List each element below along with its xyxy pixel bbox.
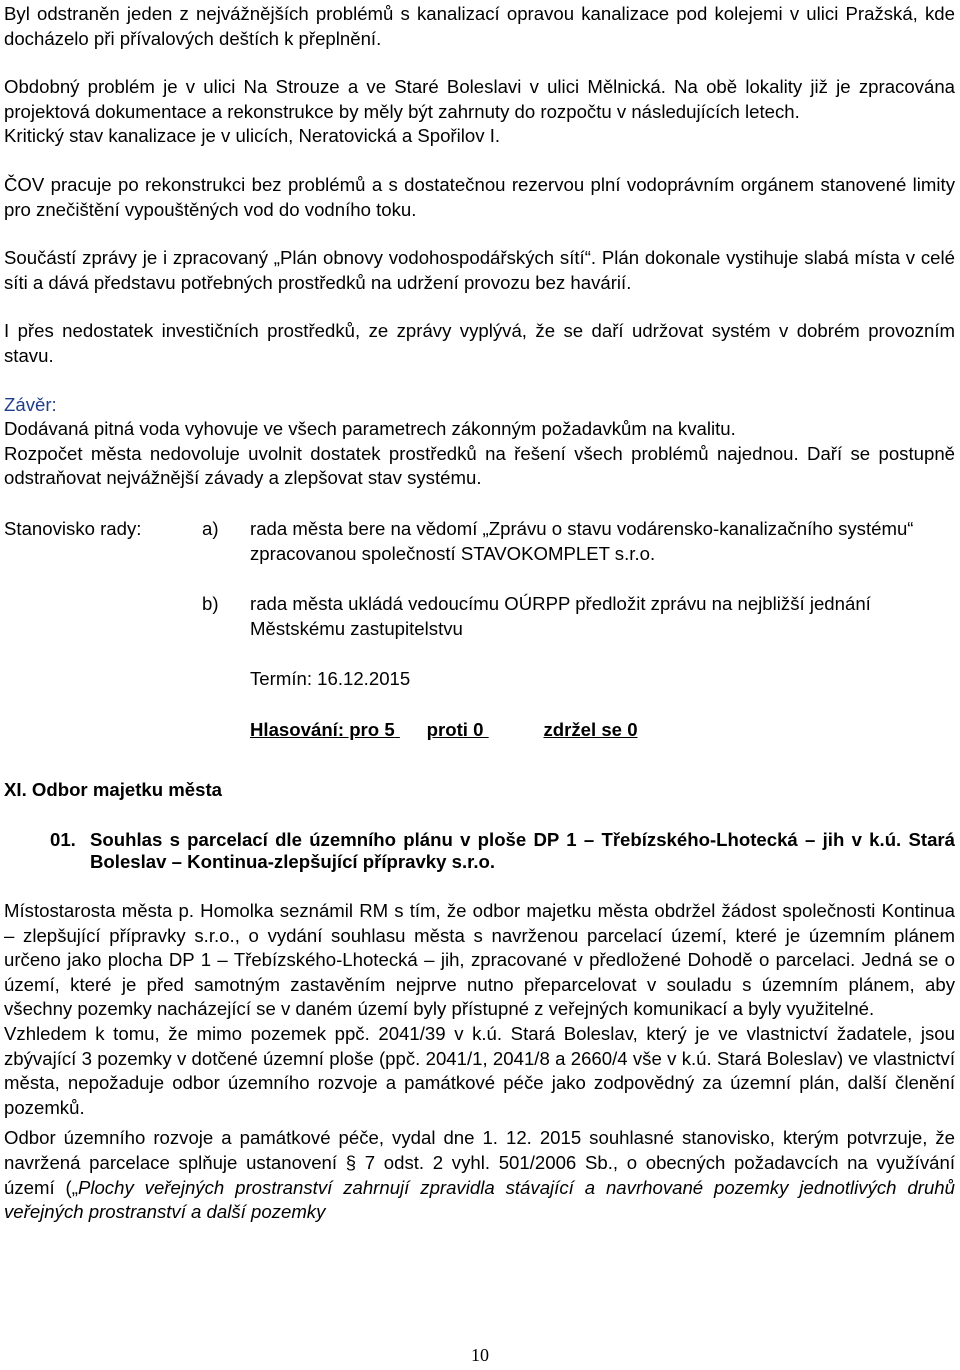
item-b-text: rada města ukládá vedoucímu OÚRPP předložit zprávu na nejbližší jednání Městskému zastupitelstvu [250,593,871,639]
conclusion-heading: Závěr: [4,393,57,415]
vote-against: proti 0 [426,718,484,740]
subsection-number: 01. [50,829,76,851]
body-paragraph-3-text: Odbor územního rozvoje a památkové péče, vydal dne 1. 12. 2015 souhlasné stanovisko, kterým potvrzuje, že navržená parcelace splňuje ustanovení § 7 odst. 2 vyhl. 501/2006 Sb., o obecných požadavcích na využívání území („ [4,1127,955,1198]
subsection-title: Souhlas s parcelací dle územního plánu v ploše DP 1 – Třebízského-Lhotecká – jih v k.ú. Stará Boleslav – Kontinua-zlepšující přípravky s.r.o. [90,829,955,873]
vote-result [250,718,955,743]
section-title: XI. Odbor majetku města [4,779,223,801]
item-b-marker: b) [202,593,219,615]
paragraph-sewer-fix: Byl odstraněn jeden z nejvážnějších problémů s kanalizací opravou kanalizace pod kolejemi v ulici Pražská, kde docházelo při přívalových deštích k přeplnění. [4,3,955,49]
paragraph-critical-state: Kritický stav kanalizace je v ulicích, Neratovická a Spořilov I. [4,125,501,147]
paragraph-cov: ČOV pracuje po rekonstrukci bez problémů a s dostatečnou rezervou plní vodoprávním orgánem stanovené limity pro znečištění vypouštěných vod do vodního toku. [4,173,955,220]
paragraph-investment: I přes nedostatek investičních prostředků, ze zprávy vyplývá, že se daří udržovat systém v dobrém provozním stavu. [4,320,955,366]
item-a-text: rada města bere na vědomí „Zprávu o stavu vodárensko-kanalizačního systému“ zpracovanou společností STAVOKOMPLET s.r.o. [250,517,914,564]
paragraph-similar-problem: Obdobný problém je v ulici Na Strouze a ve Staré Boleslavi v ulici Mělnická. Na obě lokality již je zpracována projektová dokumentace a rekonstrukce by měly být zahrnuty do rozpočtu v následujících letech. [4,76,955,122]
body-paragraph-3 [4,1126,955,1224]
body-paragraph-1: Místostarosta města p. Homolka seznámil RM s tím, že odbor majetku města obdržel žádost společnosti Kontinua – zlepšující přípravky s.r.o., o vydání souhlasu města s navrženou parcelací území, které je územním plánem určeno jako plocha DP 1 – Třebízského-Lhotecká – jih, zpracované v předložené Dohodě o parcelaci. Jedná se o území, které je před samotným zastavěním nejprve nutno přeparcelovat v souladu s územním plánem, aby všechny pozemky nacházející se v daném území byly přístupné z veřejných komunikací a byly využitelné. [4,900,955,1020]
conclusion-line-1: Dodávaná pitná voda vyhovuje ve všech parametrech zákonným požadavkům na kvalitu. [4,418,736,440]
paragraph-plan: Součástí zprávy je i zpracovaný „Plán obnovy vodohospodářských sítí“. Plán dokonale vystihuje slabá místa v celé síti a dává představu potřebných prostředků na udržení provozu bez havárií. [4,247,955,293]
conclusion-line-2: Rozpočet města nedovoluje uvolnit dostatek prostředků na řešení všech problémů najednou. Daří se postupně odstraňovat nejvážnější závady a zlepšovat stav systému. [4,442,955,489]
council-statement [4,517,955,566]
council-statement-b [4,592,955,641]
page-number: 10 [471,1345,489,1365]
vote-for: Hlasování: pro 5 [250,718,395,740]
body-paragraph-3-italic: Plochy veřejných prostranství zahrnují zpravidla stávající a navrhované pozemky jednotlivých druhů veřejných prostranství a další pozemky [4,1176,955,1223]
item-a-marker: a) [202,517,219,539]
vote-abstain: zdržel se 0 [543,718,638,740]
subsection-heading [50,829,955,873]
council-statement-label: Stanovisko rady: [4,517,142,539]
body-paragraph-2: Vzhledem k tomu, že mimo pozemek ppč. 2041/39 v k.ú. Stará Boleslav, který je ve vlastnictví žadatele, jsou zbývající 3 pozemky v dotčené územní ploše (ppč. 2041/1, 2041/8 a 2660/4 vše v k.ú. Stará Boleslav) ve vlastnictví města, nepožaduje odbor územního rozvoje a památkové péče jako zodpovědný za územní plán, další členění pozemků. [4,1023,955,1118]
deadline: Termín: 16.12.2015 [250,668,411,690]
